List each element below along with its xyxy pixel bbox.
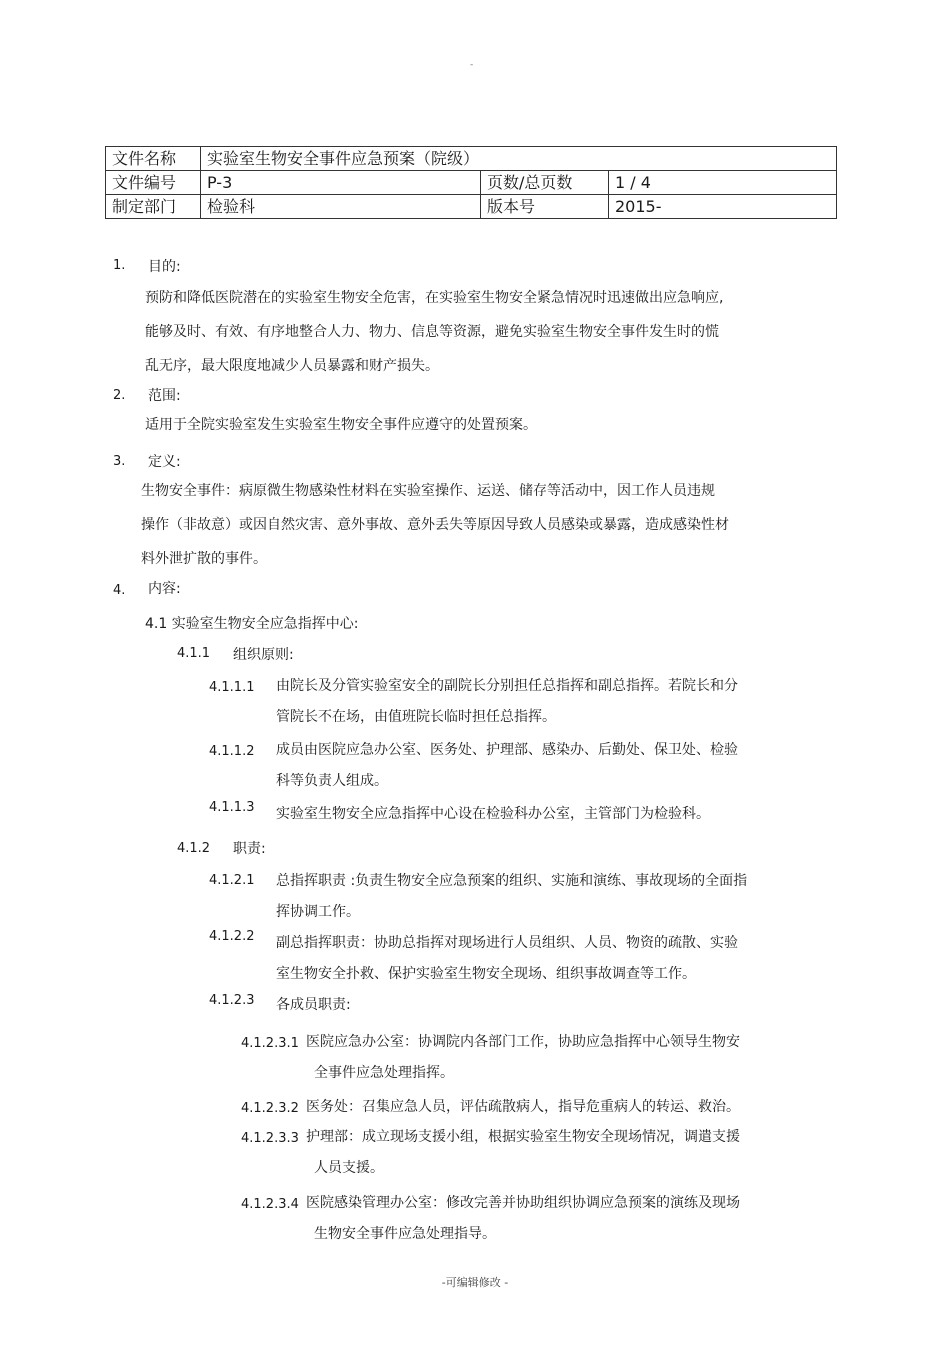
item-4-1-2-3-3-text [306, 1122, 740, 1184]
header-row-name [106, 147, 837, 171]
item-4-1-2-3-4-text [306, 1188, 740, 1250]
file-code-label: 文件编号 [106, 171, 201, 195]
item-4-1-2-3-3-number: 4.1.2.3.3 [241, 1131, 299, 1146]
item-line: 人员支援。 [314, 1160, 384, 1176]
item-4-1-2-3-4-number: 4.1.2.3.4 [241, 1197, 299, 1212]
section-1-line: 预防和降低医院潜在的实验室生物安全危害，在实验室生物安全紧急情况时迅速做出应急响应, [145, 290, 724, 306]
item-4-1-2-3-1-number: 4.1.2.3.1 [241, 1036, 299, 1051]
section-1-line: 能够及时、有效、有序地整合人力、物力、信息等资源，避免实验室生物安全事件发生时的慌 [145, 324, 719, 340]
item-line: 科等负责人组成。 [276, 773, 388, 789]
header-row-code [106, 171, 837, 195]
page-count-label: 页数/总页数 [481, 171, 609, 195]
file-name-value: 实验室生物安全事件应急预案（院级） [201, 147, 837, 171]
item-line: 副总指挥职责：协助总指挥对现场进行人员组织、人员、物资的疏散、实验 [276, 935, 738, 951]
section-3-body [141, 474, 729, 576]
section-4-title: 内容: [148, 581, 181, 597]
item-line: 实验室生物安全应急指挥中心设在检验科办公室，主管部门为检验科。 [276, 806, 710, 822]
item-4-1-1-3-number: 4.1.1.3 [209, 800, 255, 815]
department-label: 制定部门 [106, 195, 201, 219]
item-4-1-1-2-text [276, 735, 738, 797]
item-line: 挥协调工作。 [276, 904, 360, 920]
section-4-number: 4. [113, 583, 126, 598]
item-4-1-1-1-number: 4.1.1.1 [209, 680, 255, 695]
file-code-value: P-3 [201, 171, 481, 195]
item-4-1-2-3-2-number: 4.1.2.3.2 [241, 1101, 299, 1116]
page-count-value: 1 / 4 [609, 171, 837, 195]
heading-4-1: 4.1 实验室生物安全应急指挥中心: [145, 616, 359, 632]
item-4-1-1-2-number: 4.1.1.2 [209, 744, 255, 759]
heading-4-1-2-title: 职责: [233, 841, 266, 857]
section-1-number: 1. [113, 258, 126, 273]
section-1-body [145, 281, 723, 383]
department-value: 检验科 [201, 195, 481, 219]
section-2-line: 适用于全院实验室发生实验室生物安全事件应遵守的处置预案。 [145, 417, 537, 433]
item-line: 成员由医院应急办公室、医务处、护理部、感染办、后勤处、保卫处、检验 [276, 742, 738, 758]
section-2-body [145, 408, 537, 442]
item-line: 由院长及分管实验室安全的副院长分别担任总指挥和副总指挥。若院长和分 [276, 678, 738, 694]
section-3-line: 生物安全事件：病原微生物感染性材料在实验室操作、运送、储存等活动中，因工作人员违规 [141, 483, 715, 499]
section-3-line: 操作（非故意）或因自然灾害、意外事故、意外丢失等原因导致人员感染或暴露，造成感染性材 [141, 517, 729, 533]
item-4-1-1-3-text [276, 799, 710, 830]
item-4-1-1-1-text [276, 671, 738, 733]
item-line: 医院感染管理办公室：修改完善并协助组织协调应急预案的演练及现场 [306, 1195, 740, 1211]
section-2-number: 2. [113, 388, 126, 403]
item-4-1-2-2-text [276, 928, 738, 990]
version-label: 版本号 [481, 195, 609, 219]
item-4-1-2-3-number: 4.1.2.3 [209, 993, 255, 1008]
item-4-1-2-1-number: 4.1.2.1 [209, 873, 255, 888]
item-line: 总指挥职责 :负责生物安全应急预案的组织、实施和演练、事故现场的全面指 [276, 873, 748, 889]
item-line: 各成员职责: [276, 997, 351, 1013]
version-value: 2015- [609, 195, 837, 219]
heading-4-1-1-title: 组织原则: [233, 647, 294, 663]
item-4-1-2-3-2-text [306, 1092, 740, 1123]
document-header-table [105, 146, 837, 219]
item-line: 室生物安全扑救、保护实验室生物安全现场、组织事故调查等工作。 [276, 966, 696, 982]
top-mark: - [470, 60, 474, 70]
heading-4-1-1-number: 4.1.1 [177, 646, 211, 661]
item-line: 生物安全事件应急处理指导。 [314, 1226, 496, 1242]
section-3-title: 定义: [148, 454, 181, 470]
section-2-title: 范围: [148, 388, 181, 404]
section-1-title: 目的: [148, 259, 181, 275]
section-3-number: 3. [113, 454, 126, 469]
item-4-1-2-3-1-text [306, 1027, 740, 1089]
item-4-1-2-3-text [276, 990, 351, 1021]
item-line: 管院长不在场，由值班院长临时担任总指挥。 [276, 709, 556, 725]
page-footer: -可编辑修改 - [441, 1276, 509, 1289]
item-line: 医院应急办公室：协调院内各部门工作，协助应急指挥中心领导生物安 [306, 1034, 740, 1050]
section-3-line: 料外泄扩散的事件。 [141, 551, 267, 567]
item-line: 全事件应急处理指挥。 [314, 1065, 454, 1081]
item-4-1-2-2-number: 4.1.2.2 [209, 929, 255, 944]
item-line: 护理部：成立现场支援小组，根据实验室生物安全现场情况，调遣支援 [306, 1129, 740, 1145]
heading-4-1-2-number: 4.1.2 [177, 841, 211, 856]
file-name-label: 文件名称 [106, 147, 201, 171]
item-4-1-2-1-text [276, 866, 747, 928]
item-line: 医务处：召集应急人员，评估疏散病人，指导危重病人的转运、救治。 [306, 1099, 740, 1115]
header-row-dept [106, 195, 837, 219]
section-1-line: 乱无序，最大限度地减少人员暴露和财产损失。 [145, 358, 439, 374]
